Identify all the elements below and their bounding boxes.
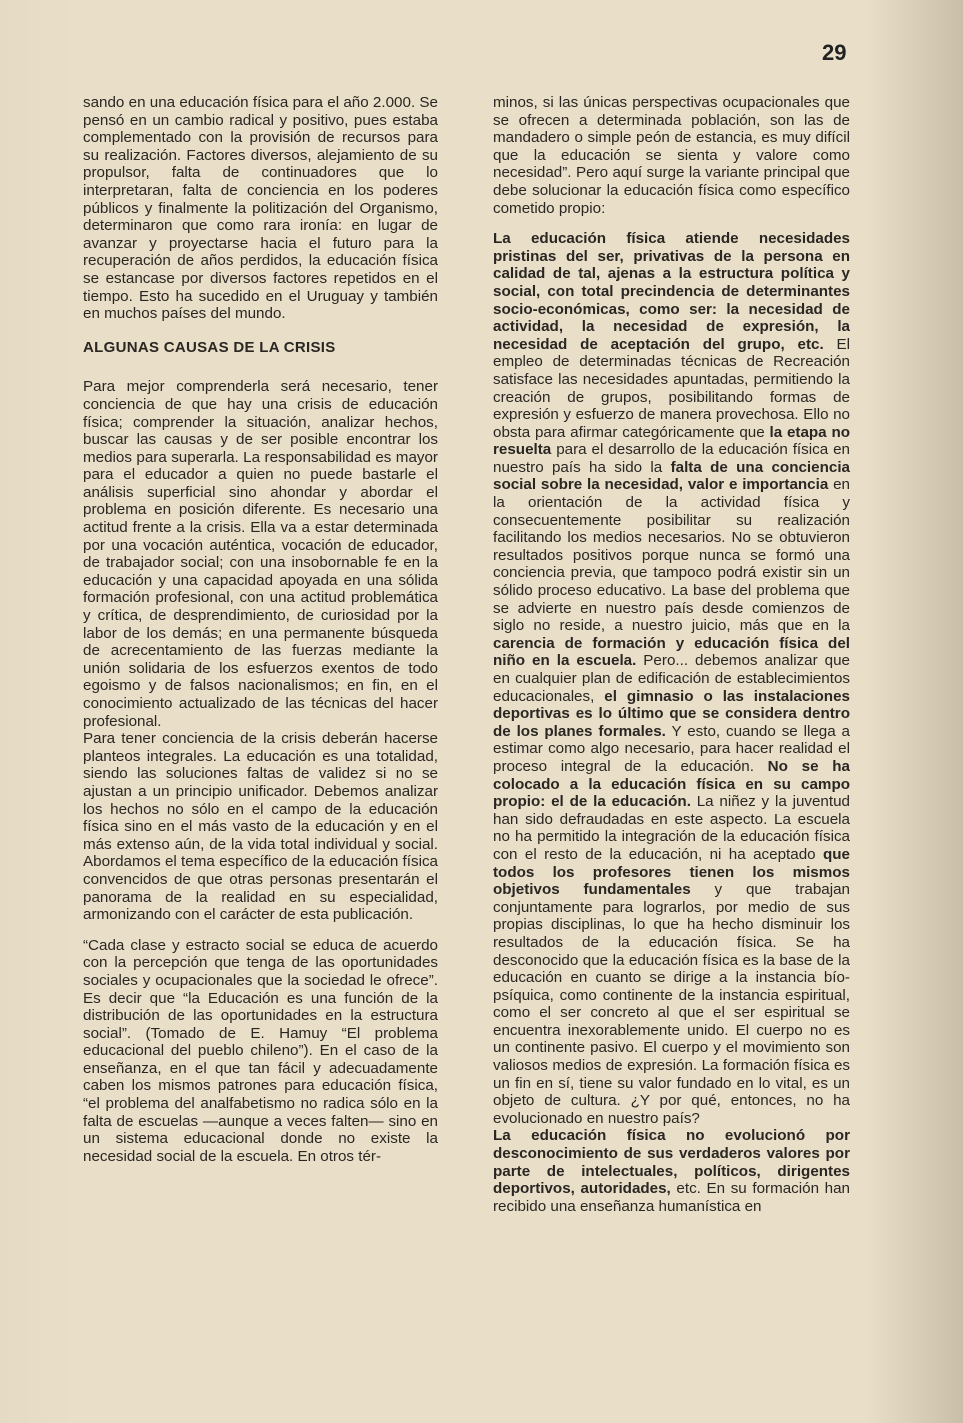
text-run: Y esto, cuando se llega a estimar como algo necesario, para hacer realidad el proceso integral de la educación. [493,722,850,775]
bold-text: que todos los profesores tienen los mismos objetivos fundamentales [493,845,850,899]
bold-text: carencia de formación y educación física del niño en la escuela. [493,634,850,670]
text-run: en la orientación de la actividad física y consecuentemente posibilitar su realización facilitando los medios necesarios. No se obtuvieron resultados positivos porque nunca se formó una conciencia previa, que tampoco podrá existir sin un sólido proceso educativo. La base del problema que se advierte en nuestro país desde comienzos de siglo no reside, a nuestro juicio, más que en la [493,476,850,635]
paragraph [493,230,850,1127]
paragraph: “Cada clase y estracto social se educa de acuerdo con la percepción que tenga de las oportunidades sociales y ocupacionales que la sociedad le ofrece”. Es decir que “la Educación es una función de la distribución de las oportunidades en la estructura social”. (Tomado de E. Hamuy “El problema educacional del pueblo chileno”). En el caso de la enseñanza, en el que tan fácil y adecuadamente caben los mismos patrones para educación física, “el problema del analfabetismo no radica sólo en la falta de escuelas —aunque a veces falten— sino en un sistema educacional donde no existe la necesidad social de la escuela. En otros tér- [83,936,438,1165]
text-run: Pero... debemos analizar que en cualquier plan de edificación de establecimientos educacionales, [493,652,850,705]
left-column [83,94,438,1165]
paragraph: minos, si las únicas perspectivas ocupacionales que se ofrecen a determinada población, son las de mandadero o simple peón de estancia, es muy difícil que la educación se sienta y valore como necesidad”. Pero aquí surge la variante principal que debe solucionar la educación física como específico cometido propio: [493,94,850,217]
paragraph: Para mejor comprenderla será necesario, tener conciencia de que hay una crisis de educación física; comprender la situación, analizar hechos, buscar las causas y de ser posible encontrar los medios para superarla. La responsabilidad es mayor para el educador a quien no puede bastarle el análisis superficial sino ahondar y abordar el problema en posición diferente. Es necesario una actitud frente a la crisis. Ella va a estar determinada por una vocación auténtica, vocación de educador, de trabajador social; con una insobornable fe en la educación y una capacidad apoyada en una sólida formación profesional, con una actitud problemática y crítica, de desprendimiento, de curiosidad por la labor de los demás; en una permanente búsqueda de acrecentamiento de las fuerzas mediante la unión solidaria de los esfuerzos exentos de todo egoismo y de falsos nacionalismos; en fin, en el conocimiento actualizado de las técnicas del hacer profesional. [83,378,438,730]
bold-text: falta de una conciencia social sobre la necesidad, valor e importancia [493,458,850,494]
bold-text: No se ha colocado a la educación física en su campo propio: el de la educación. [493,757,850,811]
paragraph: sando en una educación física para el año 2.000. Se pensó en un cambio radical y positivo, pues estaba complementado con la provisión de recursos para su realización. Factores diversos, alejamiento de su propulsor, falta de continuadores que lo interpretaran, falta de conciencia en los poderes públicos y finalmente la politización del Organismo, determinaron que como rara ironía: en lugar de avanzar y proyectarse hacia el futuro para la recuperación de años perdidos, la educación física se estancase por diversos factores repetidos en el tiempo. Esto ha sucedido en el Uruguay y también en muchos países del mundo. [83,94,438,323]
bold-text: la etapa no resuelta [493,423,850,459]
right-column [493,94,850,1215]
paragraph: Para tener conciencia de la crisis deberán hacerse planteos integrales. La educación es una totalidad, siendo las soluciones faltas de validez si no se ajustan a un principio unificador. Debemos analizar los hechos no sólo en el campo de la educación física sino en el más vasto de la educación y en el más extenso aún, de la vida total individual y social. Abordamos el tema específico de la educación física convencidos de que otras personas presentarán el panorama de la realidad en su especialidad, armonizando con el carácter de esta publicación. [83,730,438,924]
bold-text: La educación física no evolucionó por desconocimiento de sus verdaderos valores por parte de intelectuales, políticos, dirigentes deportivos, autoridades, [493,1127,850,1198]
text-run: y que trabajan conjuntamente para lograrlos, por medio de sus propias disciplinas, lo que ha hecho disminuir los resultados de la educación física. Se ha desconocido que la educación física es la base de la educación en cuanto se dirige a la instancia bío-psíquica, como continente de la instancia espiritual, como el ser concreto al que el ser espiritual se encuentra inexorablemente unido. El cuerpo no es un continente pasivo. El cuerpo y el movimiento son valiosos medios de expresión. La formación física es un fin en sí, tiene su valor fundado en lo vital, es un objeto de cultura. ¿Y por qué, entonces, no ha evolucionado en nuestro país? [493,881,850,1127]
bold-text: el gimnasio o las instalaciones deportivas es lo último que se considera dentro de los planes formales. [493,687,850,740]
text-run: para el desarrollo de la educación física en nuestro país ha sido la [493,441,850,476]
text-run: El empleo de determinadas técnicas de Recreación satisface las necesidades apuntadas, permitiendo la creación de grupos, posibilitando formas de expresión y esfuerzo de manera provechosa. Ello no obsta para afirmar categóricamente que [493,335,850,441]
text-run: La niñez y la juventud han sido defraudadas en este aspecto. La escuela no ha permitido la integración de la educación física con el resto de la educación, ni ha aceptado [493,793,850,863]
paragraph [493,1127,850,1215]
text-run: etc. En su formación han recibido una enseñanza humanística en [493,1180,850,1215]
page-number: 29 [822,40,847,65]
section-heading: ALGUNAS CAUSAS DE LA CRISIS [83,338,336,356]
bold-text: La educación física atiende necesidades pristinas del ser, privativas de la persona en calidad de tal, ajenas a la estructura política y social, con total precindencia de determinantes socio-económicas, como ser: la necesidad de actividad, la necesidad de expresión, la necesidad de aceptación del grupo, etc. [493,230,850,353]
